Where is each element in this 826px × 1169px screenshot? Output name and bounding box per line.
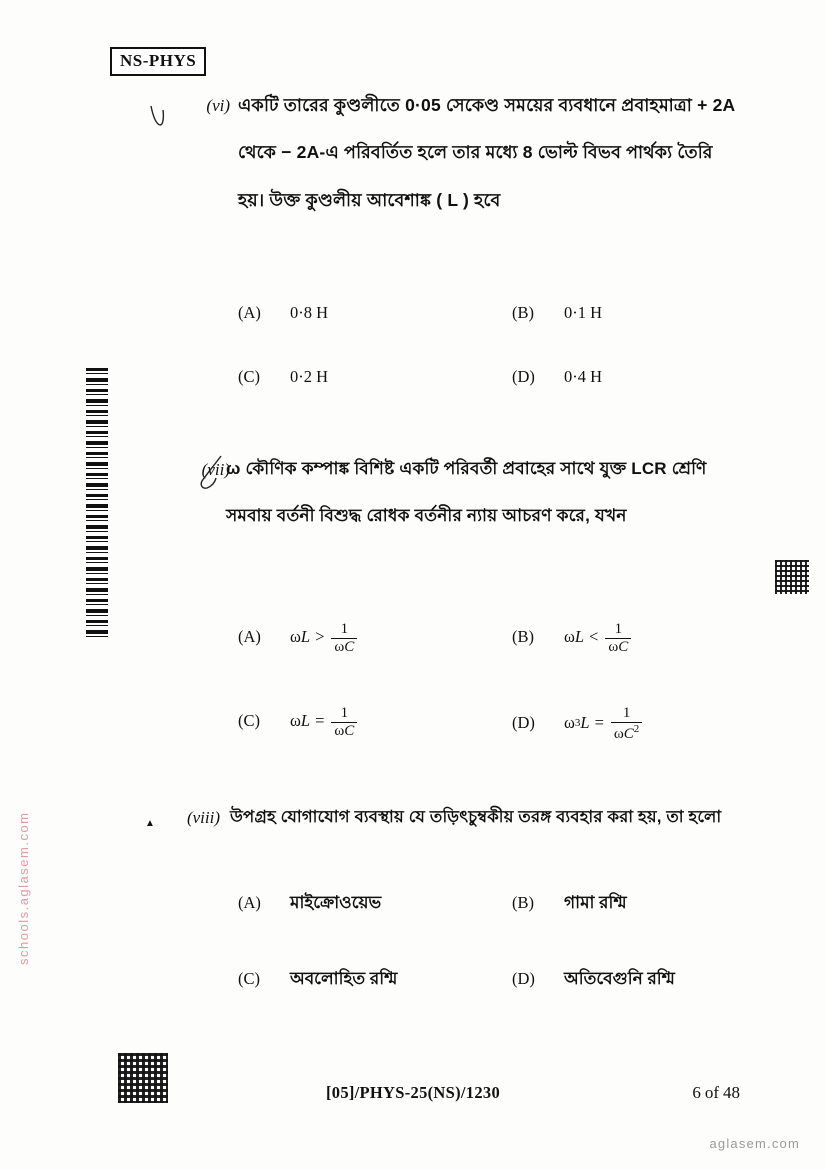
watermark-side: schools.aglasem.com (16, 811, 31, 965)
option-value: 0·1 H (564, 303, 603, 322)
inductance-symbol: L (574, 627, 585, 646)
omega-symbol: ω (334, 722, 345, 739)
denominator (605, 638, 631, 656)
option-a[interactable] (238, 890, 512, 918)
option-value: অতিবেগুনি রশ্মি (564, 969, 675, 988)
capacitance-symbol: C (344, 722, 355, 739)
option-key: (D) (512, 712, 535, 732)
option-key: (C) (238, 711, 260, 730)
option-value-math (290, 704, 359, 738)
less-than-symbol: < (589, 627, 599, 646)
option-key: (B) (512, 893, 534, 912)
paper-code: [05]/PHYS-25(NS)/1230 (325, 1083, 501, 1102)
option-value: 0·2 H (290, 367, 329, 386)
option-a[interactable] (238, 303, 512, 323)
question-block (130, 96, 786, 210)
option-value-math (564, 704, 644, 741)
fraction (331, 622, 357, 656)
option-row (238, 303, 786, 323)
question-number: (vi) (206, 96, 230, 115)
fraction (611, 706, 642, 743)
option-key: (A) (238, 303, 261, 322)
denominator (331, 722, 357, 740)
option-value: অবলোহিত রশ্মি (290, 969, 398, 988)
capacitance-symbol: C (623, 725, 634, 742)
option-group (238, 890, 786, 994)
capacitance-symbol: C (344, 638, 355, 655)
omega-symbol: ω (290, 711, 301, 730)
option-c[interactable] (238, 367, 512, 387)
watermark-corner: aglasem.com (709, 1136, 800, 1151)
option-b[interactable] (512, 890, 786, 918)
capacitance-symbol: C (618, 638, 629, 655)
option-value-math (564, 620, 633, 654)
option-value-math (290, 620, 359, 654)
option-key: (D) (512, 969, 535, 988)
option-key: (C) (238, 367, 260, 386)
option-key: (D) (512, 367, 535, 386)
question-line: সমবায় বর্তনী বিশুদ্ধ রোধক বর্তনীর ন্যায় আচরণ করে, যখন (226, 505, 627, 525)
option-group (238, 620, 786, 741)
option-c[interactable] (238, 966, 512, 994)
numerator: 1 (340, 705, 349, 721)
question-line: হয়। উক্ত কুণ্ডলীয় আবেশাঙ্ক ( L ) হবে (238, 189, 501, 210)
omega-symbol: ω (564, 712, 575, 732)
option-group (238, 303, 786, 387)
omega-symbol: ω (564, 627, 575, 646)
inductance-symbol: L (300, 627, 311, 646)
option-row (238, 966, 786, 994)
option-b[interactable] (512, 620, 786, 654)
option-key: (A) (238, 627, 261, 646)
question-line: থেকে − 2A-এ পরিবর্তিত হলে তার মধ্যে 8 ভোল্ট বিভব পার্থক্য তৈরি (238, 142, 713, 163)
option-key: (B) (512, 627, 534, 646)
option-row (238, 620, 786, 654)
question-line: উপগ্রহ যোগাযোগ ব্যবস্থায় যে তড়িৎচুম্বকীয় তরঙ্গ ব্যবহার করা হয়, তা হলো (230, 808, 722, 826)
option-d[interactable] (512, 704, 786, 741)
page-current: 6 (692, 1083, 701, 1102)
denominator (331, 638, 357, 656)
option-a[interactable] (238, 620, 512, 654)
option-value: 0·8 H (290, 303, 329, 322)
question-text (238, 96, 786, 210)
omega-symbol: ω (334, 638, 345, 655)
option-key: (C) (238, 969, 260, 988)
omega-symbol: ω (608, 638, 619, 655)
fraction (331, 706, 357, 740)
option-c[interactable] (238, 704, 512, 741)
question-number: (vii) (201, 460, 230, 479)
option-d[interactable] (512, 966, 786, 994)
question-line: ω কৌণিক কম্পাঙ্ক বিশিষ্ট একটি পরিবর্তী প্রবাহের সাথে যুক্ত LCR শ্রেণি (226, 459, 707, 478)
option-key: (A) (238, 893, 261, 912)
subject-stamp: NS-PHYS (110, 47, 206, 76)
denominator (611, 722, 642, 743)
question-line: একটি তারের কুণ্ডলীতে 0·05 সেকেণ্ড সময়ের ব্যবধানে প্রবাহমাত্রা + 2A (238, 95, 736, 115)
numerator: 1 (614, 621, 623, 637)
question-text (226, 460, 786, 525)
option-d[interactable] (512, 367, 786, 387)
omega-symbol: ω (290, 627, 301, 646)
page-of-label: of (704, 1083, 719, 1102)
exponent-three: 3 (574, 716, 581, 729)
numerator: 1 (340, 621, 349, 637)
question-block (130, 460, 786, 525)
option-row (238, 367, 786, 387)
fraction (605, 622, 631, 656)
option-value: 0·4 H (564, 367, 603, 386)
equals-symbol: = (594, 712, 604, 732)
option-key: (B) (512, 303, 534, 322)
handwritten-dot-mark: ▲ (145, 818, 155, 829)
option-row (238, 704, 786, 741)
option-b[interactable] (512, 303, 786, 323)
omega-symbol: ω (613, 725, 624, 742)
option-value: মাইক্রোওয়েভ (290, 893, 382, 912)
equals-symbol: = (315, 711, 325, 730)
question-block (130, 808, 786, 826)
numerator: 1 (622, 705, 631, 721)
exponent-two: 2 (633, 722, 640, 735)
inductance-symbol: L (300, 711, 311, 730)
barcode-icon (86, 368, 108, 638)
qr-code-icon (775, 560, 809, 594)
page-number (692, 1083, 740, 1103)
page-total: 48 (723, 1083, 740, 1102)
question-number: (viii) (186, 808, 220, 827)
option-value: গামা রশ্মি (564, 893, 627, 912)
option-row (238, 890, 786, 918)
inductance-symbol: L (580, 712, 590, 732)
question-text (230, 808, 786, 826)
greater-than-symbol: > (315, 627, 325, 646)
